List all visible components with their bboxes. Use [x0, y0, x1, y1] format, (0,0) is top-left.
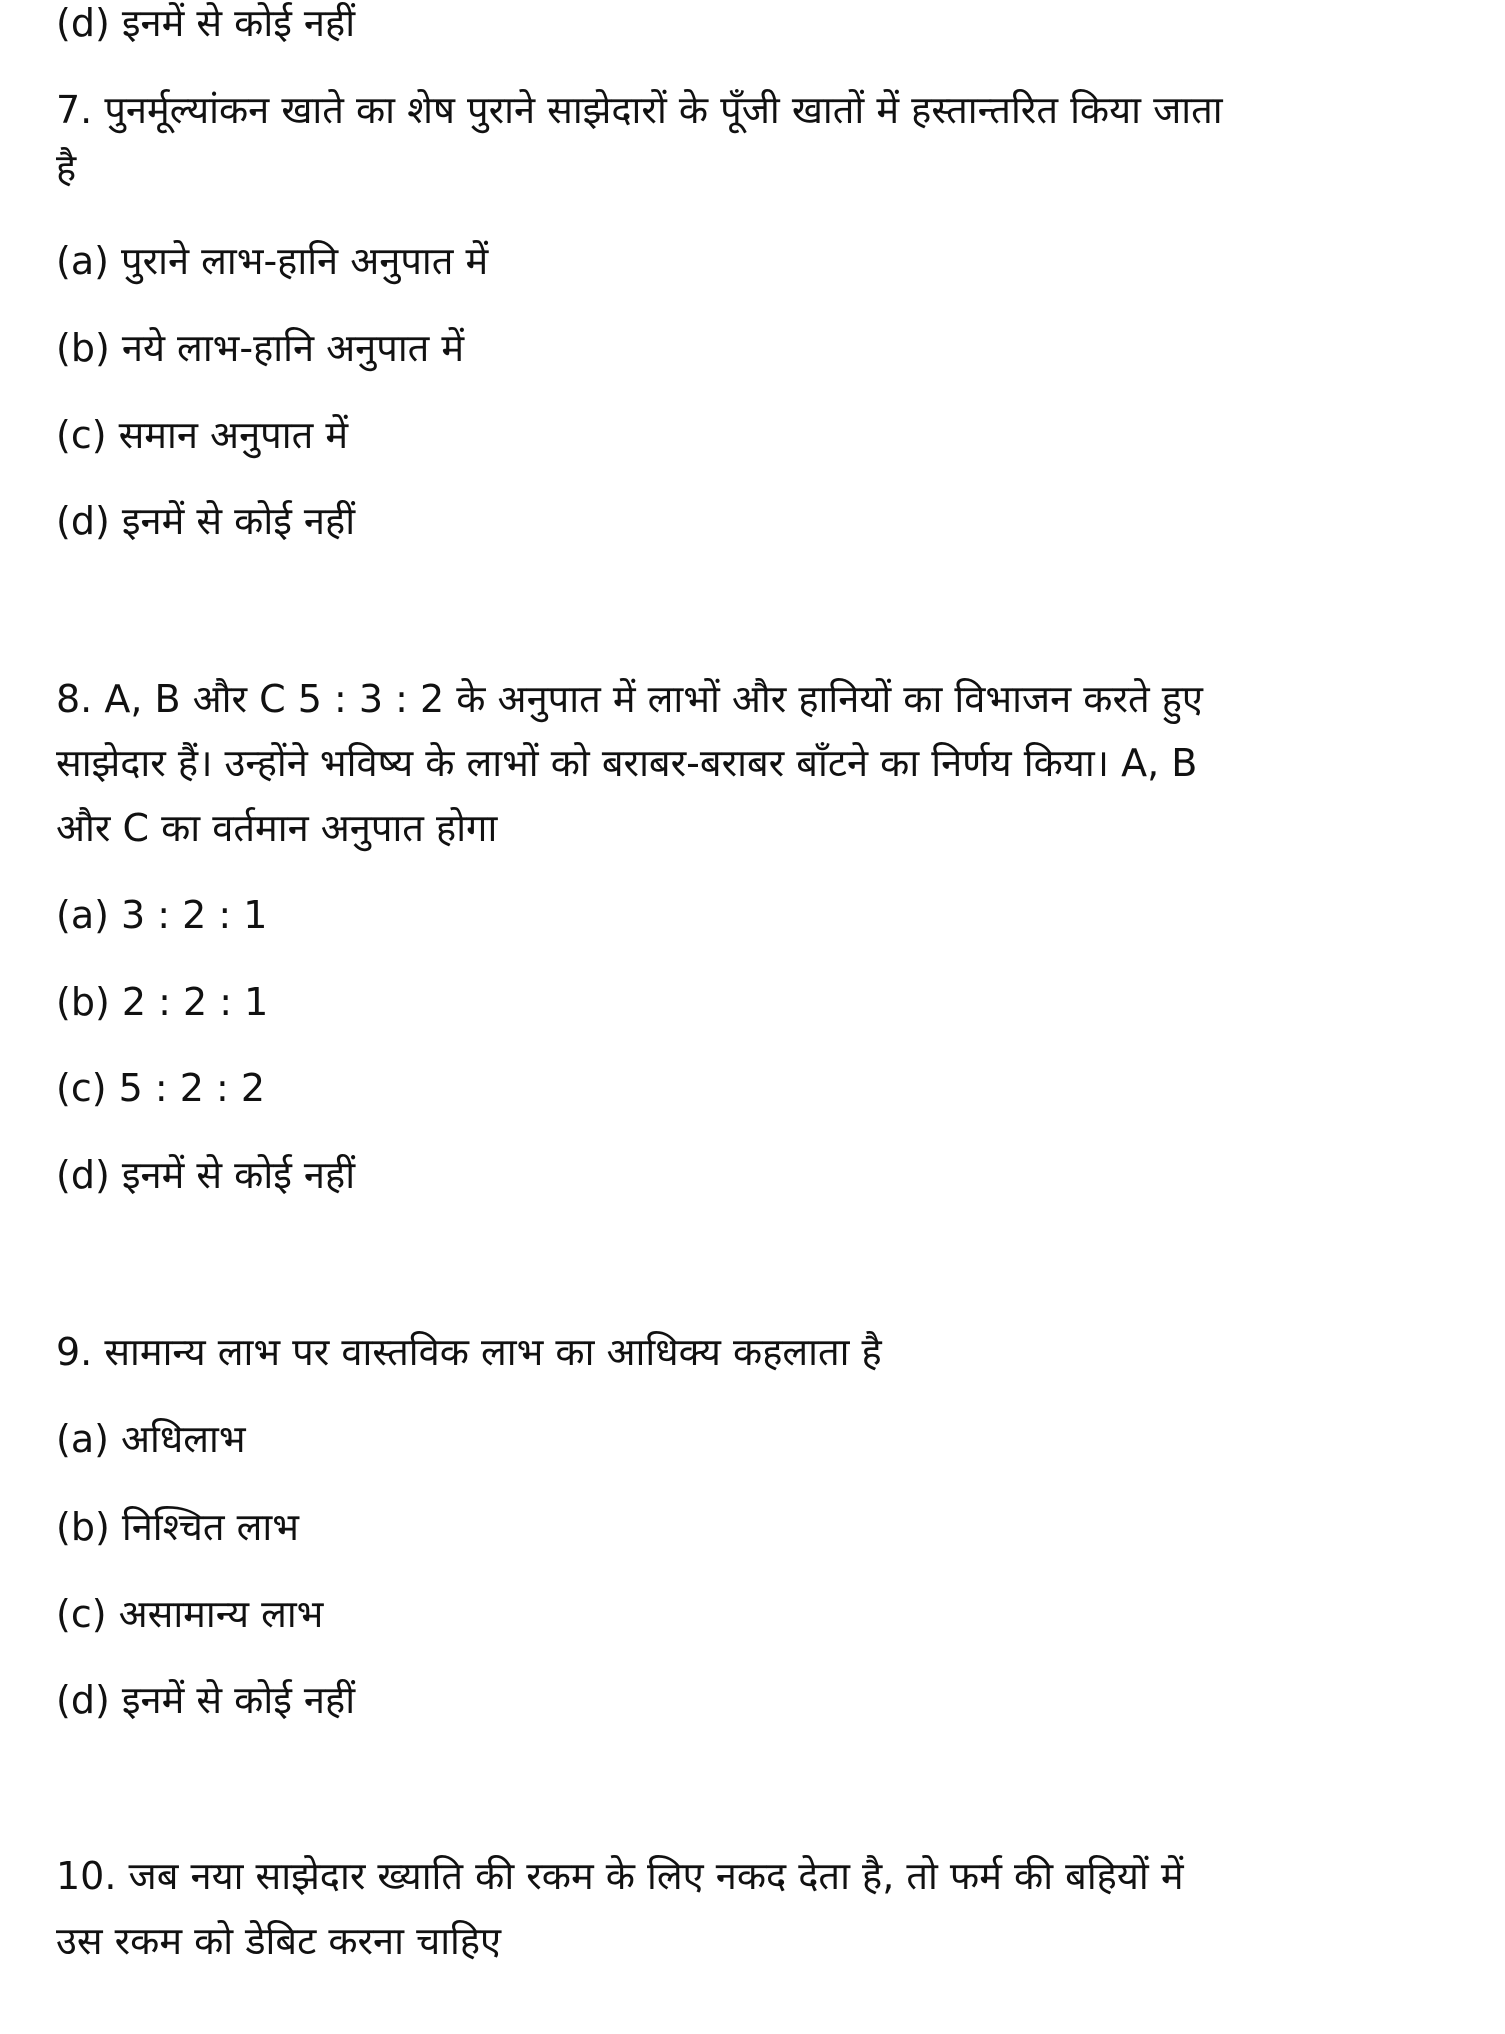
question-text: 8. A, B और C 5 : 3 : 2 के अनुपात में लाभों और हानियों का विभाजन करते हुए [56, 677, 1203, 721]
question-text: 9. सामान्य लाभ पर वास्तविक लाभ का आधिक्य कहलाता है [56, 1330, 882, 1374]
option-a: (a) 3 : 2 : 1 [56, 893, 268, 937]
option-b: (b) निश्चित लाभ [56, 1505, 299, 1549]
option-c: (c) असामान्य लाभ [56, 1592, 324, 1636]
question-text: और C का वर्तमान अनुपात होगा [56, 806, 498, 850]
question-text: 10. जब नया साझेदार ख्याति की रकम के लिए नकद देता है, तो फर्म की बहियों में [56, 1854, 1184, 1898]
option-d: (d) इनमें से कोई नहीं [56, 499, 356, 543]
question-text: साझेदार हैं। उन्होंने भविष्य के लाभों को बराबर-बराबर बाँटने का निर्णय किया। A, B [56, 741, 1198, 785]
option-c: (c) समान अनुपात में [56, 413, 349, 457]
option-c: (c) 5 : 2 : 2 [56, 1066, 266, 1110]
previous-question-option-d: (d) इनमें से कोई नहीं [56, 1, 356, 45]
option-b: (b) नये लाभ-हानि अनुपात में [56, 326, 465, 370]
question-text: उस रकम को डेबिट करना चाहिए [56, 1919, 502, 1963]
option-a: (a) अधिलाभ [56, 1417, 246, 1461]
option-d: (d) इनमें से कोई नहीं [56, 1153, 356, 1197]
option-d: (d) इनमें से कोई नहीं [56, 1678, 356, 1722]
option-a: (a) पुराने लाभ-हानि अनुपात में [56, 239, 489, 283]
option-b: (b) 2 : 2 : 1 [56, 980, 269, 1024]
question-text: है [56, 146, 77, 190]
question-text: 7. पुनर्मूल्यांकन खाते का शेष पुराने साझेदारों के पूँजी खातों में हस्तान्तरित किया जाता [56, 88, 1223, 132]
